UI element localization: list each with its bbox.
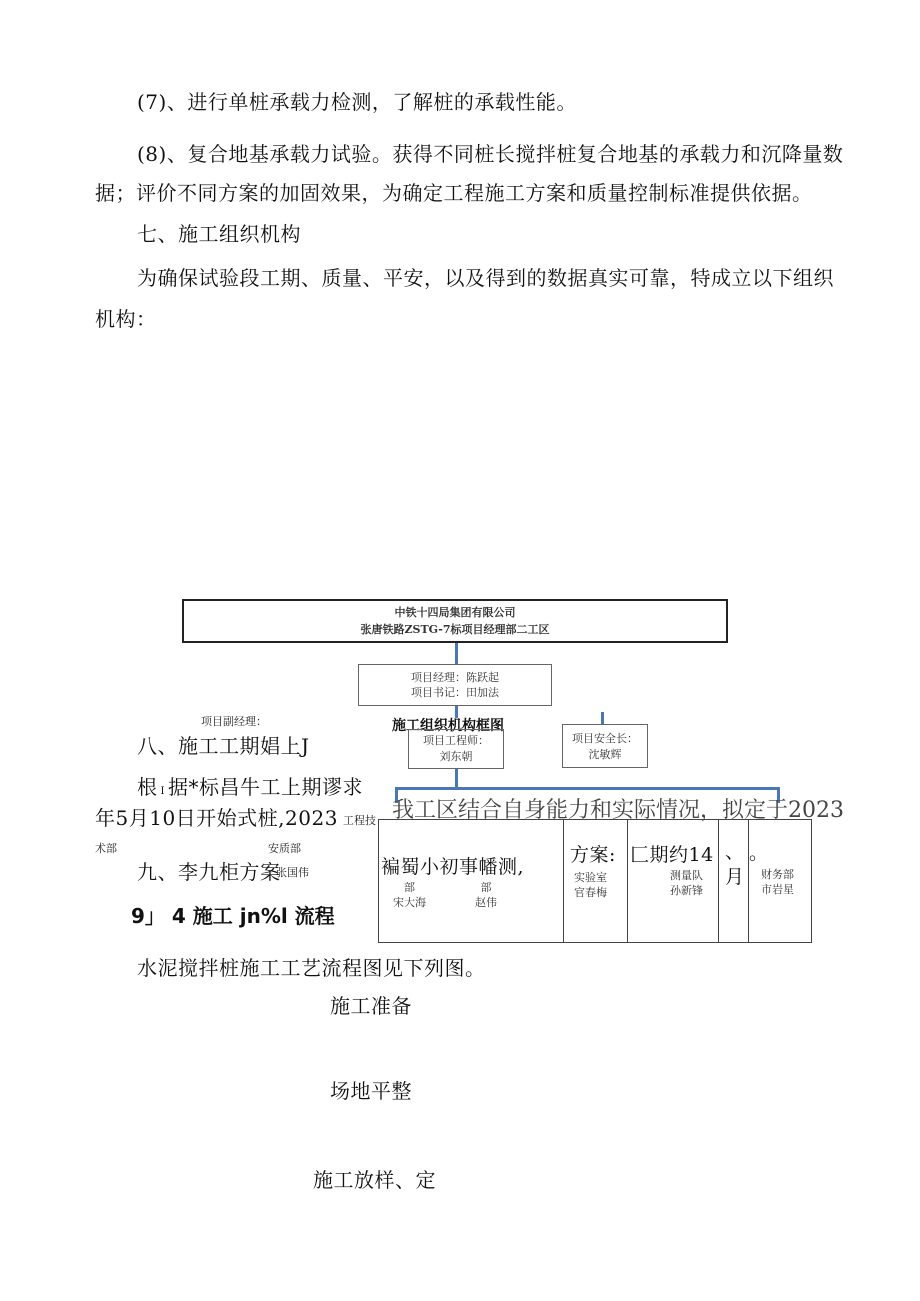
dept-cell-2-main: 方案: (570, 844, 616, 866)
org-connector (455, 769, 458, 789)
paragraph-item-7: (7)、进行单桩承载力检测，了解桩的承载性能。 (137, 90, 577, 114)
section-7-title: 七、施工组织机构 (137, 222, 301, 246)
org-connector (601, 712, 604, 724)
dept-engineering-part1: 工程技 (343, 814, 376, 827)
org-engineer-box (408, 729, 504, 769)
org-top-line1: 中铁十四局集团有限公司 (394, 606, 516, 619)
dept-cell-5 (748, 819, 812, 943)
flow-step-3: 施工放样、定 (313, 1168, 436, 1192)
org-chart-title: 施工组织机构框图 (392, 718, 504, 734)
org-connector (455, 643, 458, 664)
dept-cell-1-sub-b: 部 赵伟 (475, 881, 497, 910)
paragraph-item-8-line2: 据；评价不同方案的加固效果，为确定工程施工方案和质量控制标准提供依据。 (95, 181, 813, 205)
org-bus-line (395, 787, 780, 790)
person-zhang: 张国伟 (276, 866, 309, 879)
org-connector (455, 706, 458, 718)
dept-cell-2-sub: 实验室 官春梅 (574, 871, 607, 900)
org-safety-box (562, 724, 648, 768)
org-deputy-label: 项目副经理： (201, 715, 267, 728)
section-8-line-gen (137, 777, 363, 797)
org-manager-line1: 项目经理：陈跃起 (411, 671, 499, 684)
flow-step-1: 施工准备 (330, 994, 412, 1018)
text-fragment: 根 (137, 775, 158, 799)
dept-cell-5-sub: 财务部 市岩星 (761, 868, 794, 897)
garbled-row-text: 我工区结合自身能力和实际情况，拟定于2023 (392, 798, 844, 823)
org-engineer-line2: 刘东朝 (439, 750, 473, 763)
text-fragment: I (160, 786, 165, 797)
section-9-title: 九、李九柜方案 (137, 860, 281, 884)
org-top-line2: 张唐铁路ZSTG-7标项目经理部二工区 (360, 623, 550, 636)
dept-cell-4-main: 、 月 (725, 841, 745, 888)
org-manager-box (358, 664, 552, 706)
dept-quality: 安质部 (268, 842, 301, 855)
dept-cell-3-sub: 测量队 孙新锋 (670, 869, 703, 898)
text-fragment: 据*标昌牛工上期谬求 (167, 775, 363, 799)
paragraph-item-8-line1: (8)、复合地基承载力试验。获得不同桩长搅拌桩复合地基的承载力和沉降量数 (137, 142, 844, 166)
dept-cell-4 (718, 819, 749, 943)
flow-step-2: 场地平整 (330, 1079, 412, 1103)
dept-cell-1 (378, 819, 564, 943)
org-safety-line1: 项目安全长： (572, 732, 638, 745)
section-8-line-date: 年5月10日开始式桩,2023 (95, 806, 338, 830)
dept-cell-1-main: 褊蜀小初事幡测, (381, 856, 525, 878)
flow-intro: 水泥搅拌桩施工工艺流程图见下列图。 (137, 956, 486, 980)
org-top-box (182, 599, 728, 643)
org-manager-line2: 项目书记：田加法 (411, 686, 499, 699)
org-safety-line2: 沈敏辉 (588, 748, 622, 761)
dept-cell-5-main: 。 (749, 842, 769, 864)
intro-line1: 为确保试验段工期、质量、平安，以及得到的数据真实可靠，特成立以下组织 (137, 266, 834, 290)
dept-cell-1-sub-a: 部 宋大海 (393, 881, 426, 910)
dept-cell-2 (563, 819, 628, 943)
section-9-1-title: 9」 4 施工 jn%l 流程 (131, 904, 335, 928)
intro-line2: 机构： (95, 307, 157, 331)
org-engineer-line1: 项目工程师： (423, 734, 489, 747)
dept-cell-3 (627, 819, 719, 943)
dept-cell-3-main: 匚期约14 (630, 844, 714, 866)
section-8-title: 八、施工工期娼上J (137, 734, 310, 758)
dept-engineering-part2: 术部 (95, 842, 117, 855)
